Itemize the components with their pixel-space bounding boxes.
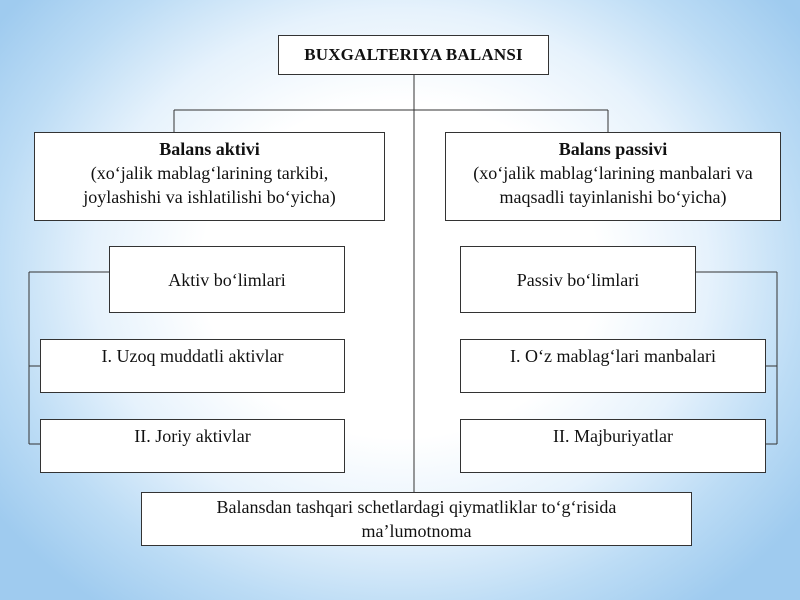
assets-heading: Balans aktivi: [159, 139, 260, 159]
asset-section-1-box: [40, 339, 345, 393]
assets-description-line-1: (xo‘jalik mablag‘larining tarkibi,: [90, 163, 329, 183]
balance-assets-box: [34, 132, 385, 221]
liabilities-description-line-2: maqsadli tayinlanishi bo‘yicha): [499, 187, 727, 207]
root-title: BUXGALTERIYA BALANSI: [304, 45, 523, 64]
liabilities-description-line-1: (xo‘jalik mablag‘larining manbalari va: [473, 163, 753, 183]
liability-section-1-box: [460, 339, 766, 393]
liability-section-2-box: [460, 419, 766, 473]
liability-section-2-label: II. Majburiyatlar: [553, 426, 673, 446]
off-balance-line-1: Balansdan tashqari schetlardagi qiymatliklar to‘g‘risida: [216, 497, 617, 517]
asset-sections-label: Aktiv bo‘limlari: [168, 269, 286, 290]
liability-sections-label: Passiv bo‘limlari: [516, 269, 640, 290]
liabilities-heading: Balans passivi: [558, 139, 668, 159]
asset-section-2-label: II. Joriy aktivlar: [134, 426, 251, 446]
balance-liabilities-box: [445, 132, 781, 221]
assets-description-line-2: joylashishi va ishlatilishi bo‘yicha): [83, 187, 336, 207]
root-title-box: [278, 35, 549, 75]
asset-section-2-box: [40, 419, 345, 473]
off-balance-line-2: ma’lumotnoma: [361, 521, 472, 541]
off-balance-accounts-box: [141, 492, 692, 546]
asset-sections-box: [109, 246, 345, 313]
liability-sections-box: [460, 246, 696, 313]
asset-section-1-label: I. Uzoq muddatli aktivlar: [101, 346, 284, 366]
liability-section-1-label: I. O‘z mablag‘lari manbalari: [510, 346, 716, 366]
